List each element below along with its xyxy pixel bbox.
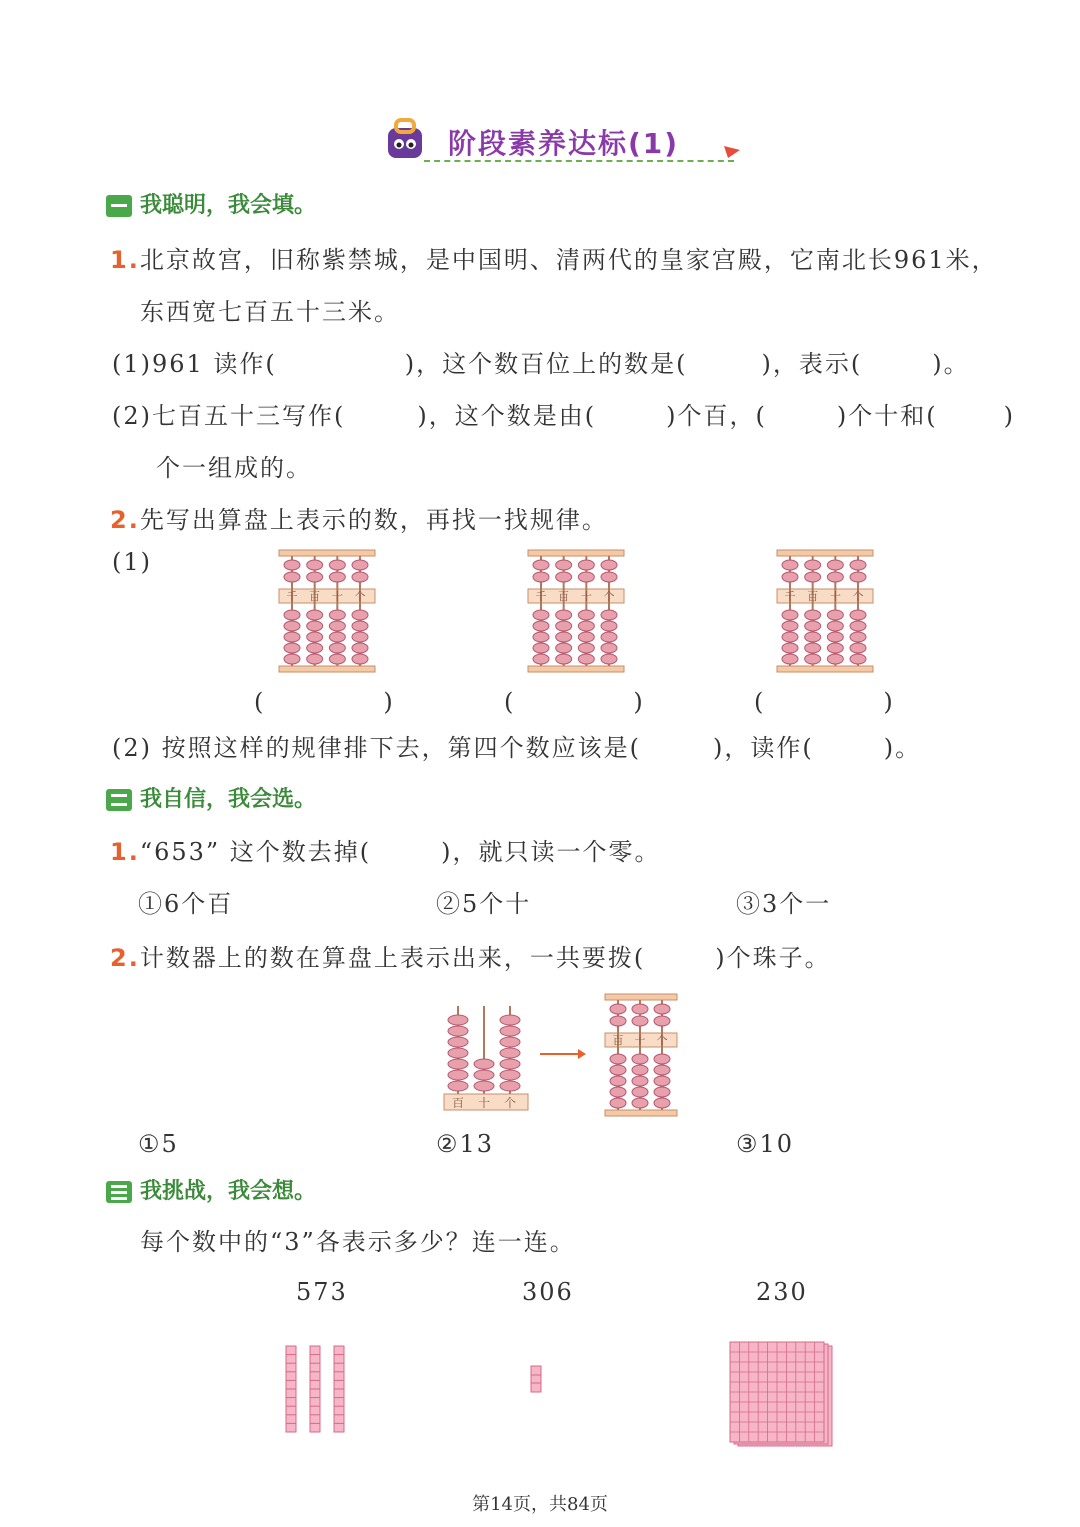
abacus-bead bbox=[307, 654, 323, 664]
abacus-bead bbox=[632, 1054, 648, 1064]
title-underline bbox=[424, 160, 734, 162]
title-block bbox=[384, 118, 744, 168]
abacus-bead bbox=[329, 621, 345, 631]
matching-instruction: 每个数中的“3”各表示多少？连一连。 bbox=[140, 1228, 576, 1256]
abacus-bead bbox=[307, 560, 323, 570]
abacus-bead bbox=[827, 572, 843, 582]
counter-place-label: 个 bbox=[503, 1096, 517, 1110]
abacus-place-label: 百 bbox=[309, 590, 321, 603]
abacus-bead bbox=[610, 1087, 626, 1097]
abacus-bead bbox=[533, 560, 549, 570]
abacus-bead bbox=[556, 654, 572, 664]
abacus-bead bbox=[307, 610, 323, 620]
abacus bbox=[278, 549, 378, 675]
abacus-bead bbox=[601, 621, 617, 631]
section-heading-1 bbox=[106, 188, 316, 219]
abacus-bead bbox=[329, 643, 345, 653]
flag-icon bbox=[722, 142, 742, 162]
question-1-part1: (1)961 读作( )，这个数百位上的数是( )，表示( )。 bbox=[112, 350, 970, 378]
abacus-place-label: 千 bbox=[784, 590, 796, 603]
abacus-bead bbox=[284, 654, 300, 664]
abacus-bead bbox=[850, 572, 866, 582]
abacus-bead bbox=[578, 560, 594, 570]
abacus-bead bbox=[307, 621, 323, 631]
abacus-place-label: 个 bbox=[603, 590, 615, 603]
abacus-bead bbox=[805, 621, 821, 631]
abacus-place-label: 百 bbox=[558, 590, 570, 603]
abacus-bead bbox=[307, 572, 323, 582]
abacus-bead bbox=[601, 572, 617, 582]
abacus-bead bbox=[782, 643, 798, 653]
choice-option-3[interactable]: ③10 bbox=[736, 1130, 795, 1158]
counter-bead bbox=[448, 1037, 468, 1047]
abacus-place-label: 十 bbox=[829, 590, 841, 603]
abacus-place-label: 个 bbox=[354, 590, 366, 603]
abacus-bead bbox=[850, 654, 866, 664]
abacus bbox=[604, 993, 680, 1119]
abacus-bead bbox=[850, 621, 866, 631]
counter-bead bbox=[448, 1059, 468, 1069]
abacus-bead bbox=[850, 643, 866, 653]
number-230[interactable]: 230 bbox=[756, 1278, 808, 1306]
section-heading-text: 我聪明，我会填。 bbox=[140, 193, 317, 218]
abacus-bead bbox=[352, 560, 368, 570]
counter-bead bbox=[500, 1037, 520, 1047]
abacus-bead bbox=[533, 572, 549, 582]
counter-bead bbox=[448, 1026, 468, 1036]
abacus-bead bbox=[284, 572, 300, 582]
counter-bead bbox=[474, 1081, 494, 1091]
section-heading-text: 我自信，我会选。 bbox=[140, 787, 317, 812]
abacus-bead bbox=[850, 632, 866, 642]
abacus-bead bbox=[352, 654, 368, 664]
abacus-place-label: 百 bbox=[807, 590, 819, 603]
number-two-badge bbox=[106, 789, 132, 811]
abacus bbox=[776, 549, 876, 675]
abacus-bead bbox=[654, 1098, 670, 1108]
abacus-bead bbox=[284, 643, 300, 653]
counter-bead bbox=[448, 1081, 468, 1091]
unit-cubes[interactable] bbox=[528, 1362, 548, 1396]
choice-option-1[interactable]: ①5 bbox=[138, 1130, 179, 1158]
section-heading-3 bbox=[106, 1174, 316, 1205]
abacus-bead bbox=[654, 1087, 670, 1097]
abacus-bead bbox=[352, 621, 368, 631]
abacus-bead bbox=[654, 1076, 670, 1086]
abacus-bead bbox=[352, 572, 368, 582]
abacus-bead bbox=[805, 572, 821, 582]
counter-bead bbox=[474, 1070, 494, 1080]
abacus-bead bbox=[601, 610, 617, 620]
choice-question-2: 2.计数器上的数在算盘上表示出来，一共要拨( )个珠子。 bbox=[110, 944, 831, 972]
answer-paren-2[interactable]: ( ) bbox=[504, 688, 643, 716]
abacus-place-label: 个 bbox=[852, 590, 864, 603]
abacus-bead bbox=[654, 1054, 670, 1064]
counter-bead bbox=[500, 1070, 520, 1080]
abacus-bead bbox=[601, 643, 617, 653]
abacus-bead bbox=[329, 610, 345, 620]
abacus-bead bbox=[556, 632, 572, 642]
abacus-bead bbox=[307, 643, 323, 653]
abacus-bead bbox=[827, 632, 843, 642]
backpack-icon bbox=[384, 118, 426, 162]
question-2: 2.先写出算盘上表示的数，再找一找规律。 bbox=[110, 506, 608, 534]
counter-place-label: 百 bbox=[451, 1096, 465, 1110]
abacus-bead bbox=[284, 610, 300, 620]
abacus-place-label: 千 bbox=[535, 590, 547, 603]
abacus-bead bbox=[533, 621, 549, 631]
choice-option-1[interactable]: ①6个百 bbox=[138, 890, 234, 918]
question-1-line1: 1.北京故宫，旧称紫禁城，是中国明、清两代的皇家宫殿，它南北长961米， bbox=[110, 246, 998, 274]
question-1-part2-line2: 个一组成的。 bbox=[156, 454, 312, 482]
hundred-flats[interactable] bbox=[726, 1338, 842, 1448]
abacus-bead bbox=[632, 1065, 648, 1075]
choice-question-1: 1.“653” 这个数去掉( )，就只读一个零。 bbox=[110, 838, 661, 866]
abacus-bead bbox=[556, 572, 572, 582]
counter-place-label: 十 bbox=[477, 1096, 491, 1110]
section-heading-text: 我挑战，我会想。 bbox=[140, 1179, 317, 1204]
abacus-bead bbox=[601, 632, 617, 642]
abacus-bead bbox=[329, 654, 345, 664]
counter-bead bbox=[500, 1059, 520, 1069]
abacus-bead bbox=[610, 1065, 626, 1075]
abacus-bead bbox=[556, 621, 572, 631]
abacus-bead bbox=[632, 1016, 648, 1026]
counter-bead bbox=[500, 1026, 520, 1036]
abacus-bead bbox=[827, 610, 843, 620]
abacus-bead bbox=[578, 654, 594, 664]
abacus-bead bbox=[329, 572, 345, 582]
abacus-bead bbox=[654, 1016, 670, 1026]
abacus-bead bbox=[556, 643, 572, 653]
abacus-place-label: 十 bbox=[580, 590, 592, 603]
arrow-right-icon bbox=[538, 1044, 588, 1064]
abacus-bead bbox=[329, 560, 345, 570]
number-573[interactable]: 573 bbox=[296, 1278, 348, 1306]
abacus-bead bbox=[284, 632, 300, 642]
counter-bead bbox=[448, 1070, 468, 1080]
abacus-bead bbox=[850, 610, 866, 620]
abacus-bead bbox=[601, 560, 617, 570]
abacus-bead bbox=[782, 572, 798, 582]
abacus-place-label: 百 bbox=[612, 1034, 624, 1047]
abacus-bead bbox=[307, 632, 323, 642]
three-ten-rods[interactable] bbox=[282, 1340, 352, 1436]
abacus-place-label: 个 bbox=[656, 1034, 668, 1047]
abacus-bead bbox=[632, 1076, 648, 1086]
abacus-bead bbox=[352, 632, 368, 642]
abacus-bead bbox=[556, 560, 572, 570]
abacus-bead bbox=[352, 610, 368, 620]
answer-paren-3[interactable]: ( ) bbox=[754, 688, 893, 716]
abacus-place-label: 十 bbox=[634, 1034, 646, 1047]
abacus-bead bbox=[827, 621, 843, 631]
choice-option-2[interactable]: ②13 bbox=[436, 1130, 495, 1158]
abacus-bead bbox=[850, 560, 866, 570]
answer-paren-1[interactable]: ( ) bbox=[254, 688, 393, 716]
counter-bead bbox=[500, 1015, 520, 1025]
section-heading-2 bbox=[106, 782, 316, 813]
counter-bead bbox=[448, 1048, 468, 1058]
abacus-bead bbox=[805, 610, 821, 620]
abacus-bead bbox=[284, 560, 300, 570]
abacus-bead bbox=[805, 560, 821, 570]
abacus-bead bbox=[610, 1004, 626, 1014]
abacus-bead bbox=[556, 610, 572, 620]
question-1-line2: 东西宽七百五十三米。 bbox=[140, 298, 400, 326]
abacus-bead bbox=[782, 632, 798, 642]
counter-bead bbox=[474, 1059, 494, 1069]
abacus-bead bbox=[578, 610, 594, 620]
abacus-bead bbox=[284, 621, 300, 631]
abacus-bead bbox=[632, 1098, 648, 1108]
counter-bead bbox=[500, 1048, 520, 1058]
counter-bead bbox=[448, 1015, 468, 1025]
counter bbox=[440, 1000, 540, 1116]
abacus-bead bbox=[654, 1004, 670, 1014]
abacus-bead bbox=[827, 560, 843, 570]
abacus-bead bbox=[601, 654, 617, 664]
question-2-sub2: (2) 按照这样的规律排下去，第四个数应该是( )，读作( )。 bbox=[112, 734, 922, 762]
page-footer: 第14页，共84页 bbox=[472, 1494, 608, 1515]
abacus-bead bbox=[782, 610, 798, 620]
abacus-bead bbox=[654, 1065, 670, 1075]
abacus-bead bbox=[578, 621, 594, 631]
abacus-bead bbox=[329, 632, 345, 642]
page-title: 阶段素养达标(1) bbox=[448, 127, 680, 160]
abacus-bead bbox=[533, 632, 549, 642]
question-2-sub1-label: (1) bbox=[112, 548, 152, 576]
abacus-bead bbox=[782, 621, 798, 631]
abacus bbox=[527, 549, 627, 675]
abacus-bead bbox=[610, 1016, 626, 1026]
abacus-bead bbox=[533, 654, 549, 664]
abacus-bead bbox=[578, 632, 594, 642]
abacus-bead bbox=[632, 1004, 648, 1014]
choice-option-3[interactable]: ③3个一 bbox=[736, 890, 832, 918]
abacus-bead bbox=[610, 1098, 626, 1108]
abacus-bead bbox=[805, 643, 821, 653]
abacus-bead bbox=[782, 560, 798, 570]
abacus-bead bbox=[805, 632, 821, 642]
abacus-bead bbox=[533, 610, 549, 620]
abacus-place-label: 千 bbox=[286, 590, 298, 603]
abacus-bead bbox=[827, 643, 843, 653]
abacus-bead bbox=[827, 654, 843, 664]
abacus-bead bbox=[352, 643, 368, 653]
choice-option-2[interactable]: ②5个十 bbox=[436, 890, 532, 918]
abacus-bead bbox=[632, 1087, 648, 1097]
number-one-badge bbox=[106, 195, 132, 217]
counter-bead bbox=[500, 1081, 520, 1091]
number-three-badge bbox=[106, 1181, 132, 1203]
number-306[interactable]: 306 bbox=[522, 1278, 574, 1306]
abacus-bead bbox=[782, 654, 798, 664]
abacus-bead bbox=[805, 654, 821, 664]
abacus-bead bbox=[533, 643, 549, 653]
abacus-bead bbox=[610, 1076, 626, 1086]
abacus-bead bbox=[578, 643, 594, 653]
abacus-place-label: 十 bbox=[331, 590, 343, 603]
question-1-part2: (2)七百五十三写作( )，这个数是由( )个百，( )个十和( ) bbox=[112, 402, 1015, 430]
abacus-bead bbox=[610, 1054, 626, 1064]
abacus-bead bbox=[578, 572, 594, 582]
